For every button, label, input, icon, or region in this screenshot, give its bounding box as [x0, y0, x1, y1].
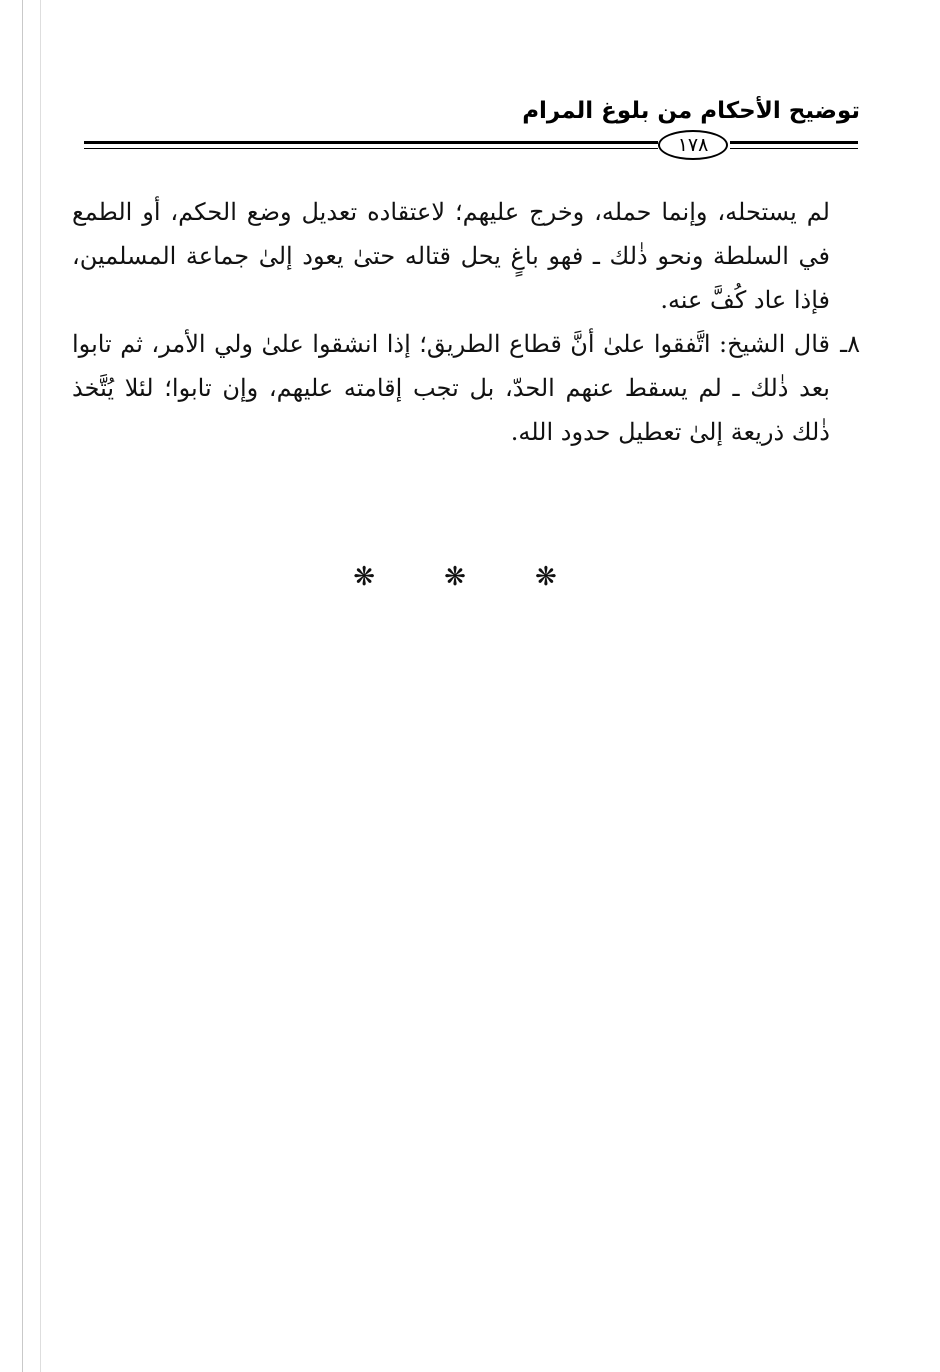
scan-edge-line: [22, 0, 23, 1372]
section-divider-asterisks: ❋ ❋ ❋: [353, 562, 587, 592]
header-rule-right: [730, 140, 858, 152]
numbered-item-8: [72, 322, 860, 454]
running-header-title: توضيح الأحكام من بلوغ المرام: [522, 98, 860, 124]
paragraph-continuation: لم يستحله، وإنما حمله، وخرج عليهم؛ لاعتقاده تعديل وضع الحكم، أو الطمع في السلطة ونحو ذٰلك ـ فهو باغٍ يحل قتاله حتىٰ يعود إلىٰ جماعة المسلمين، فإذا عاد كُفَّ عنه.: [72, 198, 830, 314]
page-body: [72, 190, 860, 454]
page-number-badge: ١٧٨: [658, 130, 728, 160]
header-rule-left: [84, 140, 658, 152]
scan-edge-line: [40, 0, 41, 1372]
item-number: ٨ـ: [840, 330, 860, 358]
item-text: قال الشيخ: اتَّفقوا علىٰ أنَّ قطاع الطريق؛ إذا انشقوا علىٰ ولي الأمر، ثم تابوا بعد ذٰلك ـ لم يسقط عنهم الحدّ، بل تجب إقامته عليهم، وإن تابوا؛ لئلا يُتَّخذ ذٰلك ذريعة إلىٰ تعطيل حدود الله.: [72, 330, 830, 446]
